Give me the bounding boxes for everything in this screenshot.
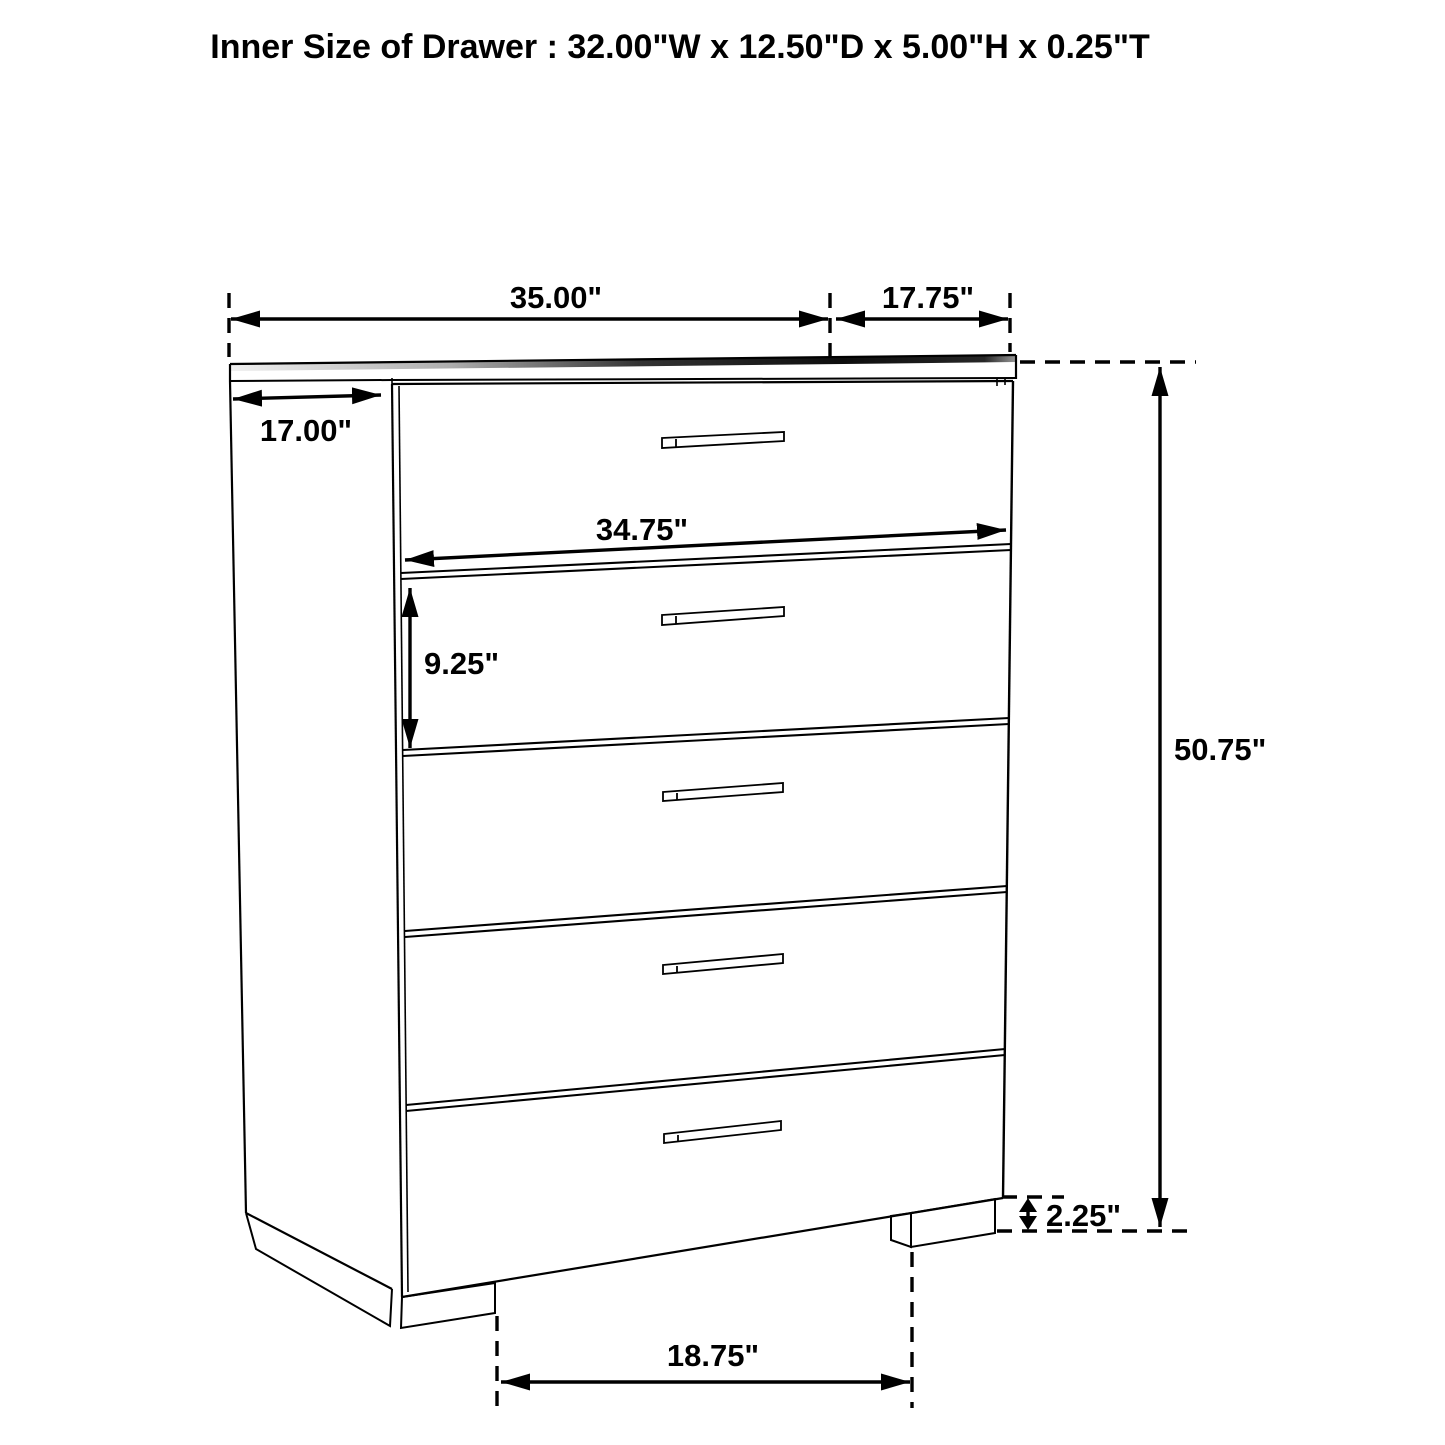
drawer-handle-2 bbox=[662, 607, 784, 625]
dim-label-drawer-width: 34.75" bbox=[595, 512, 689, 547]
diagram-title: Inner Size of Drawer : 32.00"W x 12.50"D x 5.00"H x 0.25"T bbox=[210, 28, 1150, 66]
dim-drawer-width bbox=[405, 512, 1006, 560]
chest-drawing bbox=[230, 355, 1016, 1328]
drawer-separator-3 bbox=[405, 886, 1007, 937]
chest-front bbox=[392, 381, 1013, 1297]
dim-overall-height bbox=[1020, 362, 1266, 1227]
right-foot-side bbox=[891, 1213, 911, 1247]
drawer-separator-2 bbox=[403, 718, 1009, 756]
drawer-handle-4 bbox=[663, 954, 783, 974]
drawer-separator-1 bbox=[401, 544, 1011, 579]
dim-top-depth bbox=[836, 280, 1008, 319]
drawer-handle-5 bbox=[664, 1121, 781, 1143]
drawer-handle-3 bbox=[663, 783, 783, 801]
dimension-annotations bbox=[229, 280, 1266, 1408]
dim-label-foot-spacing: 18.75" bbox=[666, 1338, 760, 1373]
dim-foot-spacing bbox=[497, 1252, 912, 1408]
right-foot-front bbox=[911, 1199, 995, 1247]
dim-side-depth bbox=[233, 395, 381, 448]
arrow-side-depth bbox=[233, 395, 381, 399]
dim-label-top-width: 35.00" bbox=[509, 280, 603, 315]
drawer-separator-4 bbox=[406, 1049, 1005, 1111]
dim-label-top-depth: 17.75" bbox=[881, 280, 975, 315]
chest-feet bbox=[401, 1199, 995, 1328]
chest-side-panel bbox=[230, 381, 392, 1326]
left-foot-front bbox=[401, 1283, 495, 1328]
drawer-separators bbox=[401, 544, 1011, 1111]
dim-label-drawer-height: 9.25" bbox=[424, 646, 500, 681]
dim-label-overall-height: 50.75" bbox=[1174, 732, 1267, 767]
dim-foot-height bbox=[997, 1197, 1194, 1233]
left-plinth-side bbox=[246, 1213, 392, 1326]
drawer-handle-1 bbox=[662, 432, 784, 448]
dim-label-side-depth: 17.00" bbox=[259, 413, 353, 448]
dim-label-foot-height: 2.25" bbox=[1046, 1198, 1122, 1233]
dim-drawer-height bbox=[410, 588, 499, 748]
